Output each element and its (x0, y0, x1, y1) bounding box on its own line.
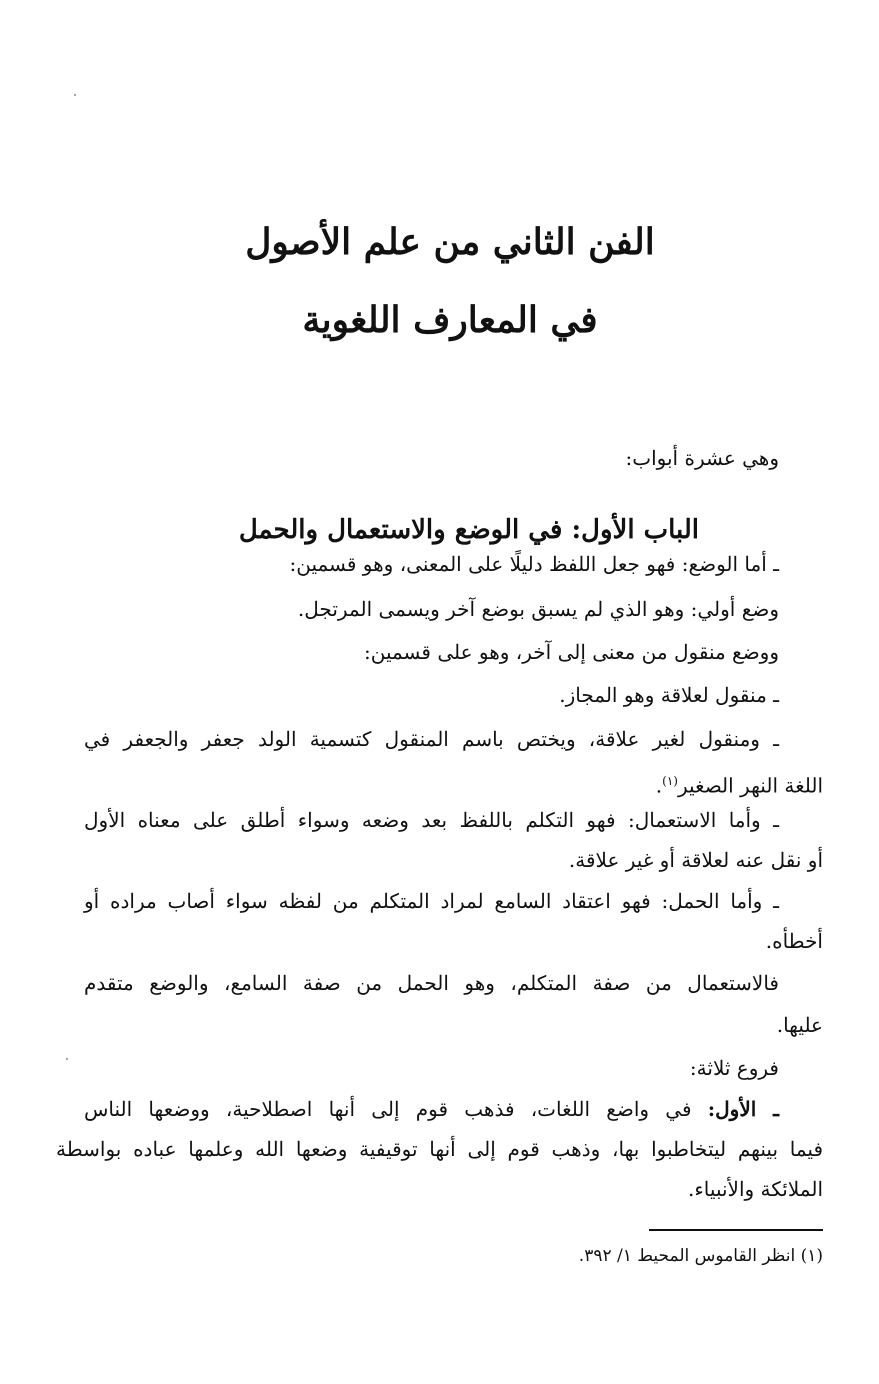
text-line-3: ووضع منقول من معنى إلى آخر، وهو على قسمين: (364, 640, 779, 664)
text-line-6 (656, 766, 823, 801)
chapter-title: الباب الأول: في الوضع والاستعمال والحمل (238, 514, 699, 545)
footnote-text: (١) انظر القاموس المحيط ١/ ٣٩٢. (578, 1246, 823, 1266)
text-line-14-body: في واضع اللغات، فذهب قوم إلى أنها اصطلاحية، ووضعها الناس (84, 1097, 708, 1121)
text-line-9: ـ وأما الحمل: فهو اعتقاد السامع لمراد المتكلم من لفظه سواء أصاب مراده أو (84, 889, 779, 913)
scan-speck (66, 1058, 68, 1060)
text-line-6-body: اللغة النهر الصغير (677, 773, 823, 798)
text-line-15: فيما بينهم ليتخاطبوا بها، وذهب قوم إلى أنها توقيفية وضعها الله وعلمها عباده بواسطة (56, 1137, 823, 1161)
text-line-4: ـ منقول لعلاقة وهو المجاز. (559, 683, 779, 707)
scan-speck (74, 94, 76, 96)
text-line-10: أخطأه. (765, 929, 823, 953)
text-line-5: ـ ومنقول لغير علاقة، ويختص باسم المنقول كتسمية الولد جعفر والجعفر في (84, 727, 779, 751)
text-line-6-end: . (655, 773, 663, 798)
text-line-7: ـ وأما الاستعمال: فهو التكلم باللفظ بعد وضعه وسواء أطلق على معناه الأول (84, 808, 779, 832)
text-line-13: فروع ثلاثة: (689, 1056, 779, 1080)
text-line-1: ـ أما الوضع: فهو جعل اللفظ دليلًا على المعنى، وهو قسمين: (289, 552, 779, 576)
footnote-divider (649, 1229, 823, 1231)
footnote-reference: (١) (662, 774, 678, 788)
heading-line-2: في المعارف اللغوية (302, 299, 598, 341)
text-line-14 (84, 1094, 779, 1124)
heading-line-1: الفن الثاني من علم الأصول (245, 221, 655, 263)
text-line-8: أو نقل عنه لعلاقة أو غير علاقة. (568, 848, 823, 872)
text-line-2: وضع أولي: وهو الذي لم يسبق بوضع آخر ويسمى المرتجل. (297, 597, 779, 621)
branch-first-label: ـ الأول: (707, 1097, 779, 1121)
text-line-11: فالاستعمال من صفة المتكلم، وهو الحمل من صفة السامع، والوضع متقدم (84, 971, 779, 995)
text-line-16: الملائكة والأنبياء. (688, 1177, 823, 1201)
text-line-12: عليها. (776, 1013, 823, 1037)
intro-line: وهي عشرة أبواب: (625, 446, 779, 470)
